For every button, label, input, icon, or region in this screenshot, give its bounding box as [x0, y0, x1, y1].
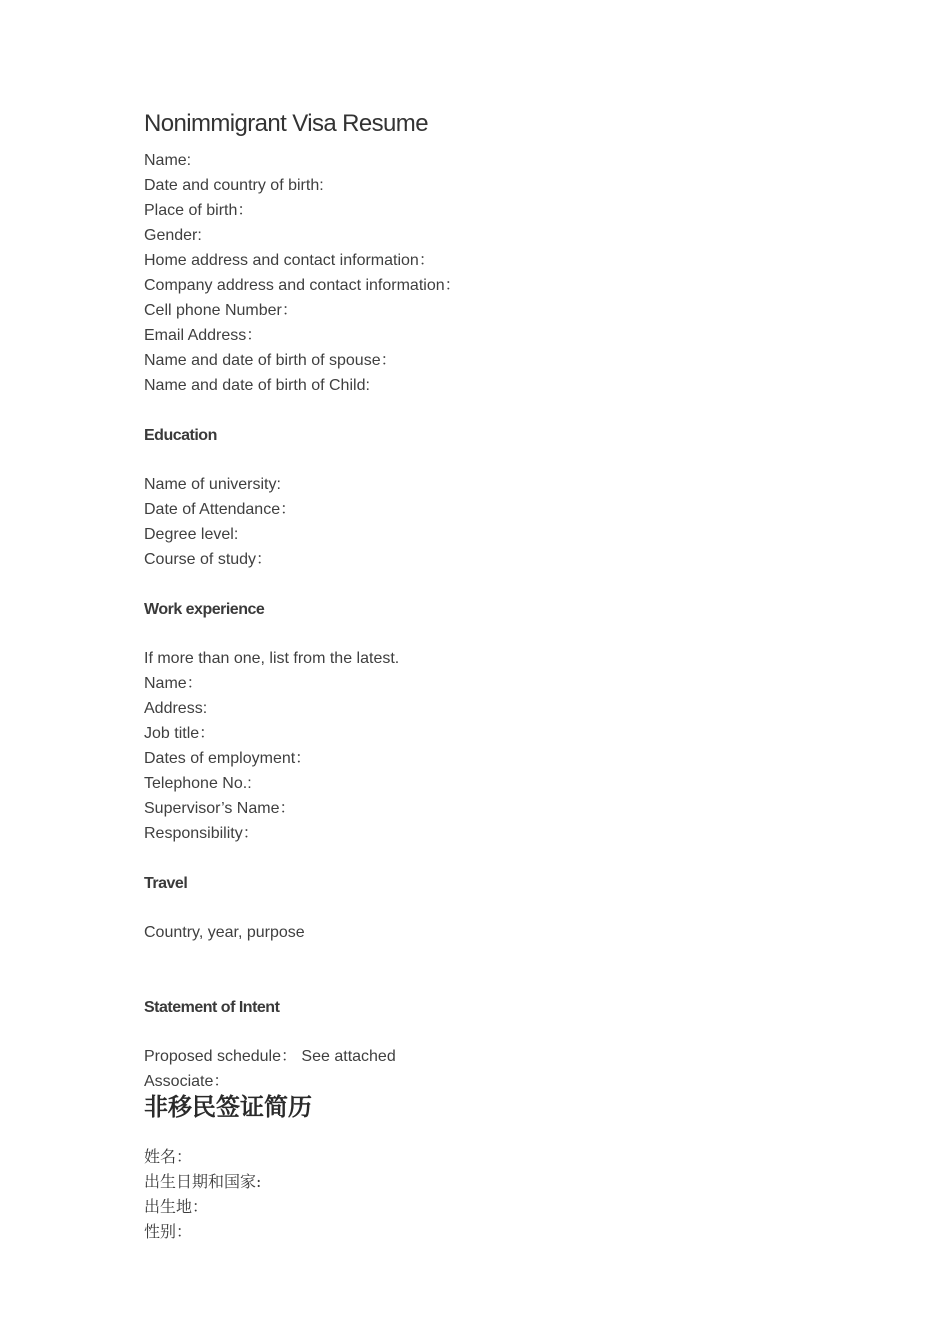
field-attendance-date: Date of Attendance： [144, 501, 297, 518]
field-employer-name: Name： [144, 675, 203, 692]
field-telephone: Telephone No.: [144, 775, 252, 792]
field-course-of-study: Course of study： [144, 551, 273, 568]
cn-field-name: 姓名： [144, 1147, 193, 1166]
field-employer-address: Address: [144, 700, 208, 717]
field-company-address: Company address and contact information： [144, 277, 461, 294]
chinese-title: 非移民签证简历 [144, 1093, 312, 1121]
field-associate: Associate： [144, 1073, 230, 1090]
field-name: Name: [144, 152, 192, 169]
document-title: Nonimmigrant Visa Resume [144, 110, 428, 137]
cn-field-gender: 性别： [144, 1222, 193, 1241]
cn-field-place-of-birth: 出生地： [144, 1197, 209, 1216]
field-employment-dates: Dates of employment： [144, 750, 312, 767]
field-spouse: Name and date of birth of spouse： [144, 352, 397, 369]
field-cell-phone: Cell phone Number： [144, 302, 298, 319]
field-date-country-birth: Date and country of birth: [144, 177, 324, 194]
section-heading-travel: Travel [144, 875, 188, 892]
cn-field-birth-date-country: 出生日期和国家: [144, 1172, 262, 1191]
field-responsibility: Responsibility： [144, 825, 259, 842]
field-child: Name and date of birth of Child: [144, 377, 370, 394]
field-place-of-birth: Place of birth： [144, 202, 254, 219]
field-travel-details: Country, year, purpose [144, 924, 305, 941]
field-email: Email Address： [144, 327, 263, 344]
field-proposed-schedule: Proposed schedule： See attached [144, 1048, 396, 1065]
section-heading-work: Work experience [144, 601, 265, 618]
field-degree-level: Degree level: [144, 526, 239, 543]
field-university: Name of university: [144, 476, 281, 493]
field-supervisor: Supervisor’s Name： [144, 800, 296, 817]
field-gender: Gender: [144, 227, 202, 244]
field-job-title: Job title： [144, 725, 216, 742]
section-heading-intent: Statement of Intent [144, 999, 280, 1016]
section-heading-education: Education [144, 427, 217, 444]
work-instruction: If more than one, list from the latest. [144, 650, 400, 667]
field-home-address: Home address and contact information： [144, 252, 435, 269]
